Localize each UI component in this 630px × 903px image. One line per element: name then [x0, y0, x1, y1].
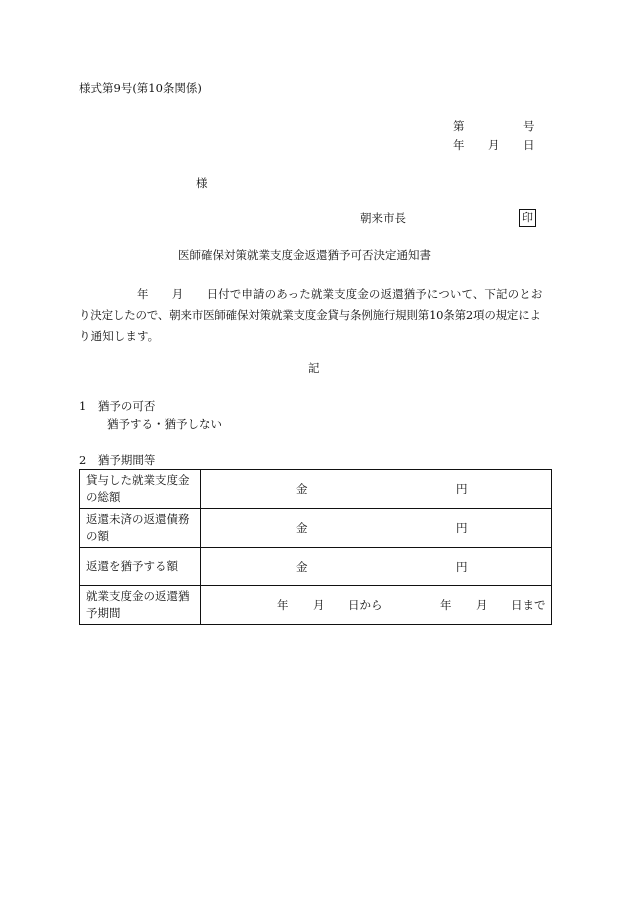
en-label: 円 — [456, 521, 468, 535]
table-row — [80, 548, 552, 586]
table-row — [80, 586, 552, 625]
kin-label: 金 — [296, 521, 308, 535]
to-year: 年 — [440, 598, 452, 612]
section1-choice: 猶予する・猶予しない — [107, 417, 222, 431]
from-day: 日から — [348, 598, 383, 612]
to-month: 月 — [476, 598, 488, 612]
document-title: 医師確保対策就業支度金返還猶予可否決定通知書 — [178, 248, 431, 262]
row-value — [201, 470, 552, 509]
form-id: 様式第9号(第10条関係) — [79, 81, 202, 95]
kin-label: 金 — [296, 482, 308, 496]
seal-box: 印 — [519, 209, 536, 227]
to-day: 日まで — [511, 598, 546, 612]
en-label: 円 — [456, 482, 468, 496]
number-dai: 第 — [453, 119, 465, 133]
body-line-3: り通知します。 — [79, 329, 160, 343]
row-label: 貸与した就業支度金の総額 — [80, 470, 201, 509]
addressee-suffix: 様 — [196, 176, 208, 190]
date-month: 月 — [488, 138, 500, 152]
section2-heading: 2 猶予期間等 — [79, 453, 156, 467]
body-line-2: り決定したので、朝来市医師確保対策就業支度金貸与条例施行規則第10条第2項の規定によ — [79, 308, 541, 322]
row-value — [201, 548, 552, 586]
from-year: 年 — [277, 598, 289, 612]
body-line-1: 年 月 日付で申請のあった就業支度金の返還猶予について、下記のとお — [137, 287, 543, 301]
row-label: 就業支度金の返還猶予期間 — [80, 586, 201, 625]
body-paragraph — [79, 284, 553, 347]
from-month: 月 — [313, 598, 325, 612]
period-value — [201, 586, 552, 625]
number-go: 号 — [523, 119, 535, 133]
ki-heading: 記 — [308, 361, 320, 375]
row-label: 返還を猶予する額 — [80, 548, 201, 586]
row-label: 返還未済の返還債務の額 — [80, 509, 201, 548]
sender: 朝来市長 — [360, 211, 406, 225]
en-label: 円 — [456, 559, 468, 574]
date-year: 年 — [453, 138, 465, 152]
table-row — [80, 509, 552, 548]
table-row — [80, 470, 552, 509]
row-value — [201, 509, 552, 548]
section1-heading: 1 猶予の可否 — [79, 399, 156, 413]
date-day: 日 — [523, 138, 535, 152]
loan-table — [79, 469, 552, 625]
kin-label: 金 — [296, 559, 308, 574]
